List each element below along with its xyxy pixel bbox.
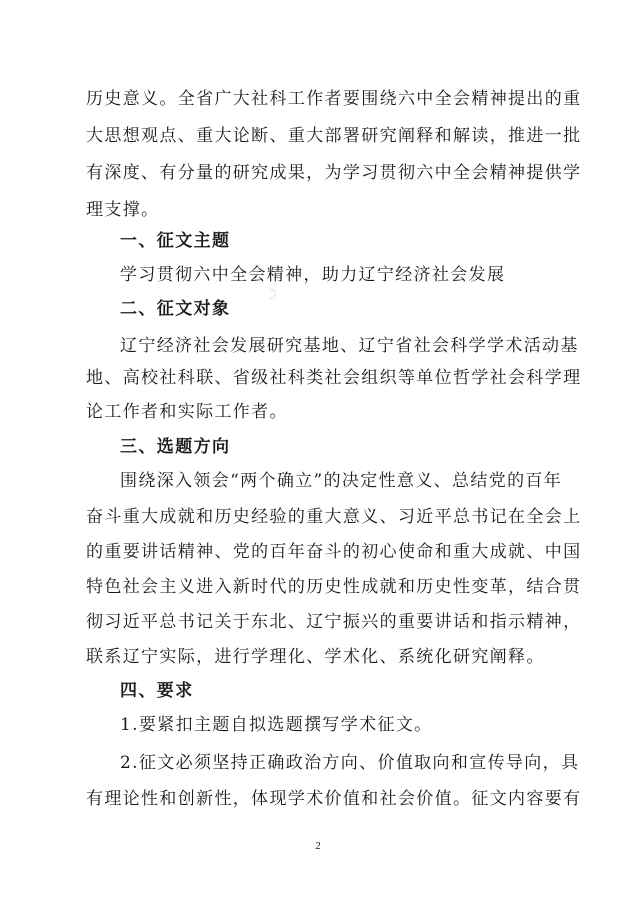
body-text-line: 奋斗重大成就和历史经验的重大意义、习近平总书记在全会上 (86, 507, 582, 527)
section-heading-requirements: 四、要求 (120, 681, 194, 701)
body-text-line: 理支撑。 (86, 200, 160, 220)
body-text-line: 学习贯彻六中全会精神，助力辽宁经济社会发展 (120, 265, 506, 285)
body-text-line: 论工作者和实际工作者。 (86, 402, 288, 422)
body-text-line: 地、高校社科联、省级社科类社会组织等单位哲学社会科学理 (86, 368, 582, 388)
body-text-line: 有理论性和创新性，体现学术价值和社会价值。征文内容要有 (86, 789, 582, 809)
page-number: 2 (315, 840, 321, 852)
body-text-line: 辽宁经济社会发展研究基地、辽宁省社会科学学术活动基 (120, 336, 579, 356)
body-text-line: 围绕深入领会“两个确立”的决定性意义、总结党的百年 (120, 471, 563, 491)
section-heading-theme: 一、征文主题 (120, 231, 231, 251)
section-heading-topics: 三、选题方向 (120, 437, 231, 457)
body-text-line: 特色社会主义进入新时代的历史性成就和历史性变革，结合贯 (86, 577, 582, 597)
body-text-line: 联系辽宁实际，进行学理化、学术化、系统化研究阐释。 (86, 647, 545, 667)
body-text-line: 历史意义。全省广大社科工作者要围绕六中全会精神提出的重 (86, 89, 582, 109)
body-text-line: 2.征文必须坚持正确政治方向、价值取向和宣传导向，具 (120, 753, 580, 773)
body-text-line: 有深度、有分量的研究成果，为学习贯彻六中全会精神提供学 (86, 163, 582, 183)
body-text-line: 彻习近平总书记关于东北、辽宁振兴的重要讲话和指示精神， (86, 612, 582, 632)
body-text-line: 大思想观点、重大论断、重大部署研究阐释和解读，推进一批 (86, 126, 582, 146)
body-text-line: 的重要讲话精神、党的百年奋斗的初心使命和重大成就、中国 (86, 542, 582, 562)
body-text-line: 1.要紧扣主题自拟选题撰写学术征文。 (120, 715, 433, 735)
section-heading-audience: 二、征文对象 (120, 299, 231, 319)
scan-speck (268, 289, 276, 299)
